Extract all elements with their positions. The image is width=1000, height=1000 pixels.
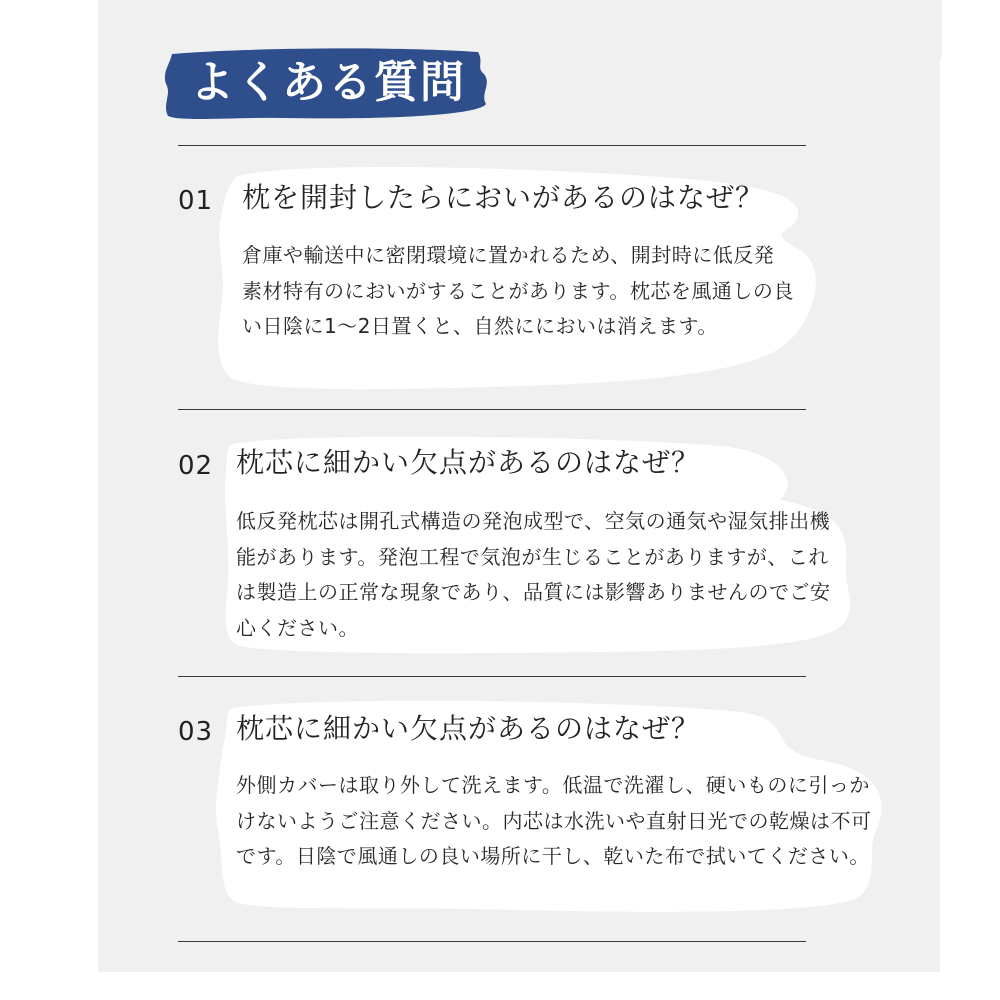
page-title: よくある質問 xyxy=(190,57,466,108)
question-number: 01 xyxy=(178,186,214,216)
question-text: 枕芯に細かい欠点があるのはなぜ？ xyxy=(236,446,701,479)
faq-title-banner xyxy=(162,44,492,122)
divider-2 xyxy=(178,676,806,677)
answer-text: 倉庫や輸送中に密閉環境に置かれるため、開封時に低反発素材特有のにおいがすることがあります。枕芯を風通しの良い日陰に1～2日置くと、自然ににおいは消えます。 xyxy=(242,243,794,338)
question-number: 03 xyxy=(178,717,214,747)
divider-top xyxy=(178,145,806,146)
question-number: 02 xyxy=(178,451,214,481)
question-text: 枕を開封したらにおいがあるのはなぜ？ xyxy=(242,181,765,214)
answer-text: 低反発枕芯は開孔式構造の発泡成型で、空気の通気や湿気排出機能があります。発泡工程で気泡が生じることがありますが、これは製造上の正常な現象であり、品質には影響ありませんのでご安心ください。 xyxy=(236,509,831,640)
answer-text: 外側カバーは取り外して洗えます。低温で洗濯し、硬いものに引っかけないようご注意ください。内芯は水洗いや直射日光での乾燥は不可です。日陰で風通しの良い場所に干し、乾いた布で拭いてください。 xyxy=(236,773,872,868)
divider-bottom xyxy=(178,941,806,942)
question-text: 枕芯に細かい欠点があるのはなぜ？ xyxy=(236,712,701,745)
divider-1 xyxy=(178,409,806,410)
